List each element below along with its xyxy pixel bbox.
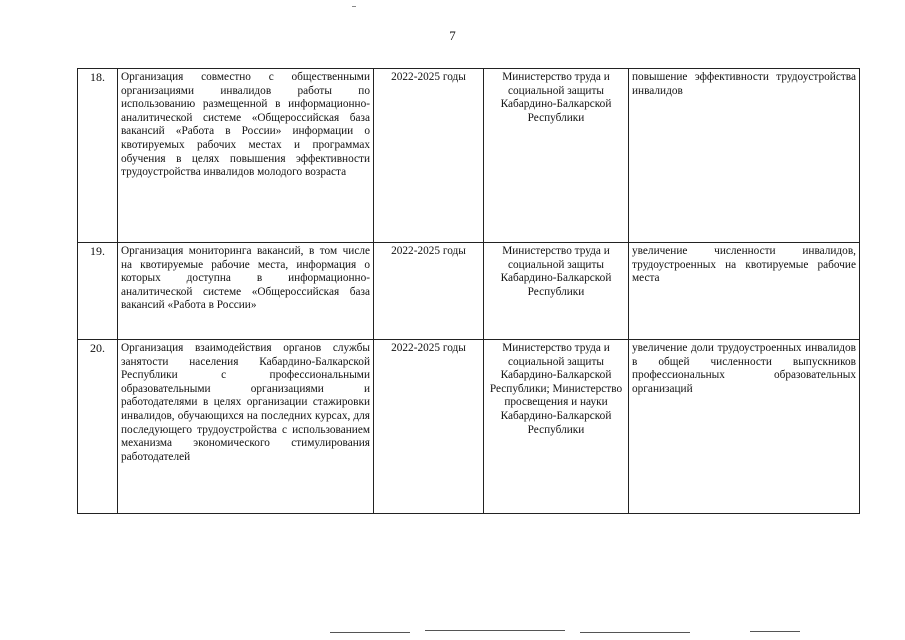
result-cell: увеличение доли трудоустроенных инвалидов в общей численности выпускников профессиональных образовательных организаций bbox=[629, 340, 860, 514]
executor-cell: Министерство труда и социальной защиты Кабардино-Балкарской Республики; Министерство просвещения и науки Кабардино-Балкарской Республики bbox=[484, 340, 629, 514]
executor-cell: Министерство труда и социальной защиты Кабардино-Балкарской Республики bbox=[484, 69, 629, 243]
table-row bbox=[78, 340, 860, 514]
executor-cell: Министерство труда и социальной защиты Кабардино-Балкарской Республики bbox=[484, 243, 629, 340]
scan-speck bbox=[352, 6, 356, 7]
row-number: 19. bbox=[78, 243, 118, 340]
scan-line bbox=[425, 630, 565, 631]
row-number: 18. bbox=[78, 69, 118, 243]
scan-line bbox=[580, 632, 690, 633]
scan-artifacts bbox=[330, 628, 810, 634]
term-cell: 2022-2025 годы bbox=[374, 69, 484, 243]
scan-line bbox=[750, 631, 800, 632]
table-row bbox=[78, 243, 860, 340]
activity-cell: Организация мониторинга вакансий, в том числе на квотируемые рабочие места, информация о которых доступна в информационно-аналитической системе «Общероссийская база вакансий «Работа в России» bbox=[118, 243, 374, 340]
activity-cell: Организация совместно с общественными организациями инвалидов работы по использованию размещенной в информационно-аналитической системе «Общероссийская база вакансий «Работа в России» информации о квотируемых рабочих местах и программах обучения в целях повышения эффективности трудоустройства инвалидов молодого возраста bbox=[118, 69, 374, 243]
activities-table bbox=[77, 68, 860, 514]
result-cell: увеличение численности инвалидов, трудоустроенных на квотируемые рабочие места bbox=[629, 243, 860, 340]
activity-cell: Организация взаимодействия органов службы занятости населения Кабардино-Балкарской Республики с профессиональными образовательными организациями и работодателями в целях организации стажировки инвалидов, обучающихся на последних курсах, для последующего трудоустройства с использованием механизма экономического стимулирования работодателей bbox=[118, 340, 374, 514]
page-number: 7 bbox=[449, 28, 456, 43]
result-cell: повышение эффективности трудоустройства инвалидов bbox=[629, 69, 860, 243]
row-number: 20. bbox=[78, 340, 118, 514]
table-row bbox=[78, 69, 860, 243]
term-cell: 2022-2025 годы bbox=[374, 340, 484, 514]
term-cell: 2022-2025 годы bbox=[374, 243, 484, 340]
scan-line bbox=[330, 632, 410, 633]
